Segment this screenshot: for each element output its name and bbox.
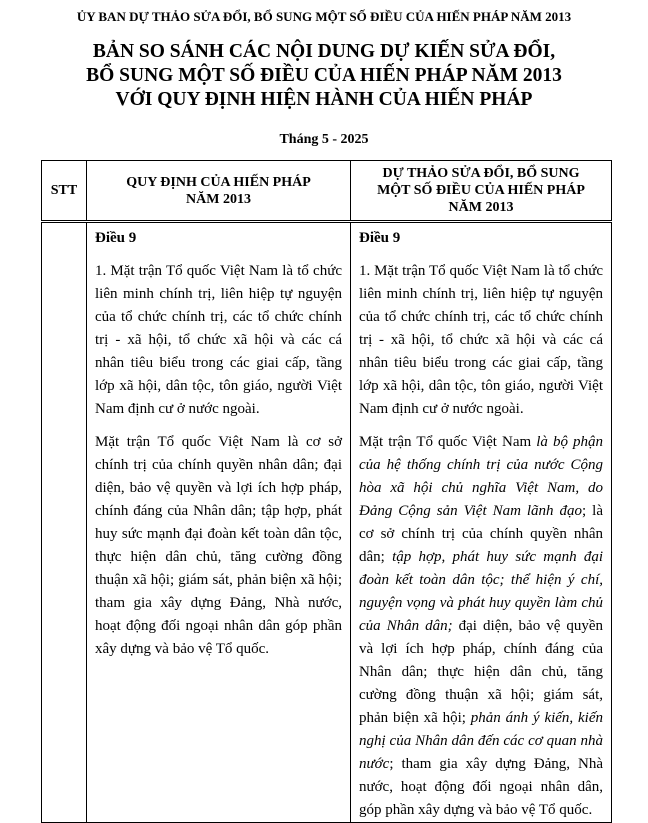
draft-paragraph-1: 1. Mặt trận Tổ quốc Việt Nam là tổ chức liên minh chính trị, liên hiệp tự nguyện của tổ chức chính trị, các tổ chức chính trị - xã hội, tổ chức xã hội và các cá nhân tiêu biểu trong các giai cấp, tầng lớp xã hội, dân tộc, tôn giáo, người Việt Nam định cư ở nước ngoài.: [359, 263, 603, 417]
committee-heading: ỦY BAN DỰ THẢO SỬA ĐỔI, BỔ SUNG MỘT SỐ ĐIỀU CỦA HIẾN PHÁP NĂM 2013: [76, 9, 572, 24]
draft-paragraph-2: [359, 431, 603, 822]
header-draft-line-1: DỰ THẢO SỬA ĐỔI, BỔ SUNG: [382, 166, 580, 181]
draft-amendment-cell: [351, 222, 612, 823]
draft-p2-amendment-d: tập hợp, phát huy sức mạnh đại đoàn kết toàn dân tộc; thể hiện ý chí, nguyện vọng và phát huy quyền làm chủ của Nhân dân;: [359, 549, 603, 634]
header-current-line-1: QUY ĐỊNH CỦA HIẾN PHÁP: [126, 174, 311, 190]
header-draft-line-2: MỘT SỐ ĐIỀU CỦA HIẾN PHÁP: [377, 183, 585, 198]
header-draft-line-3: NĂM 2013: [448, 200, 514, 215]
draft-p2-text-g: ; tham gia xây dựng Đảng, Nhà nước, hoạt động đối ngoại nhân dân, góp phần xây dựng và bảo vệ Tổ quốc.: [359, 756, 603, 818]
current-paragraph-1: 1. Mặt trận Tổ quốc Việt Nam là tổ chức liên minh chính trị, liên hiệp tự nguyện của tổ chức chính trị, các tổ chức chính trị - xã hội, tổ chức xã hội và các cá nhân tiêu biểu trong các giai cấp, tầng lớp xã hội, dân tộc, tôn giáo, người Việt Nam định cư ở nước ngoài.: [95, 263, 342, 417]
comparison-table: [41, 160, 612, 823]
header-current-provision: [87, 161, 351, 222]
draft-p2-amendment-b: là bộ phận của hệ thống chính trị của nước Cộng hòa xã hội chủ nghĩa Việt Nam, do Đảng Cộng sản Việt Nam lãnh đạo: [359, 434, 604, 519]
current-paragraph-2: Mặt trận Tổ quốc Việt Nam là cơ sở chính trị của chính quyền nhân dân; đại diện, bảo vệ quyền và lợi ích hợp pháp, chính đáng của Nhân dân; tập hợp, phát huy sức mạnh đại đoàn kết toàn dân tộc, thực hiện dân chủ, tăng cường đồng thuận xã hội; giám sát, phản biện xã hội; tham gia xây dựng Đảng, Nhà nước, hoạt động đối ngoại nhân dân góp phần xây dựng và bảo vệ Tổ quốc.: [95, 434, 342, 657]
stt-cell: [42, 222, 87, 823]
current-provision-cell: [87, 222, 351, 823]
title-line-1: BẢN SO SÁNH CÁC NỘI DUNG DỰ KIẾN SỬA ĐỔI,: [92, 41, 556, 62]
table-row: [42, 222, 612, 823]
header-current-line-2: NĂM 2013: [186, 191, 251, 207]
draft-p2-text-c: ; là cơ sở chính trị của chính quyền nhân dân;: [359, 503, 603, 565]
current-article-heading: Điều 9: [95, 230, 137, 246]
draft-article-heading: Điều 9: [359, 230, 401, 246]
document-date: Tháng 5 - 2025: [279, 132, 369, 147]
header-stt: STT: [42, 161, 87, 222]
draft-p2-amendment-f: phản ánh ý kiến, kiến nghị của Nhân dân đến các cơ quan nhà nước: [359, 710, 603, 772]
draft-p2-text-e: đại diện, bảo vệ quyền và lợi ích hợp pháp, chính đáng của Nhân dân; thực hiện dân chủ, tăng cường đồng thuận xã hội; giám sát, phản biện xã hội;: [359, 618, 603, 726]
title-line-3: VỚI QUY ĐỊNH HIỆN HÀNH CỦA HIẾN PHÁP: [115, 89, 533, 110]
header-draft-amendment: [351, 161, 612, 222]
document-title: [30, 40, 618, 112]
draft-p2-text-a: Mặt trận Tổ quốc Việt Nam: [359, 434, 537, 450]
table-header-row: [42, 161, 612, 222]
title-line-2: BỔ SUNG MỘT SỐ ĐIỀU CỦA HIẾN PHÁP NĂM 2013: [86, 65, 562, 86]
